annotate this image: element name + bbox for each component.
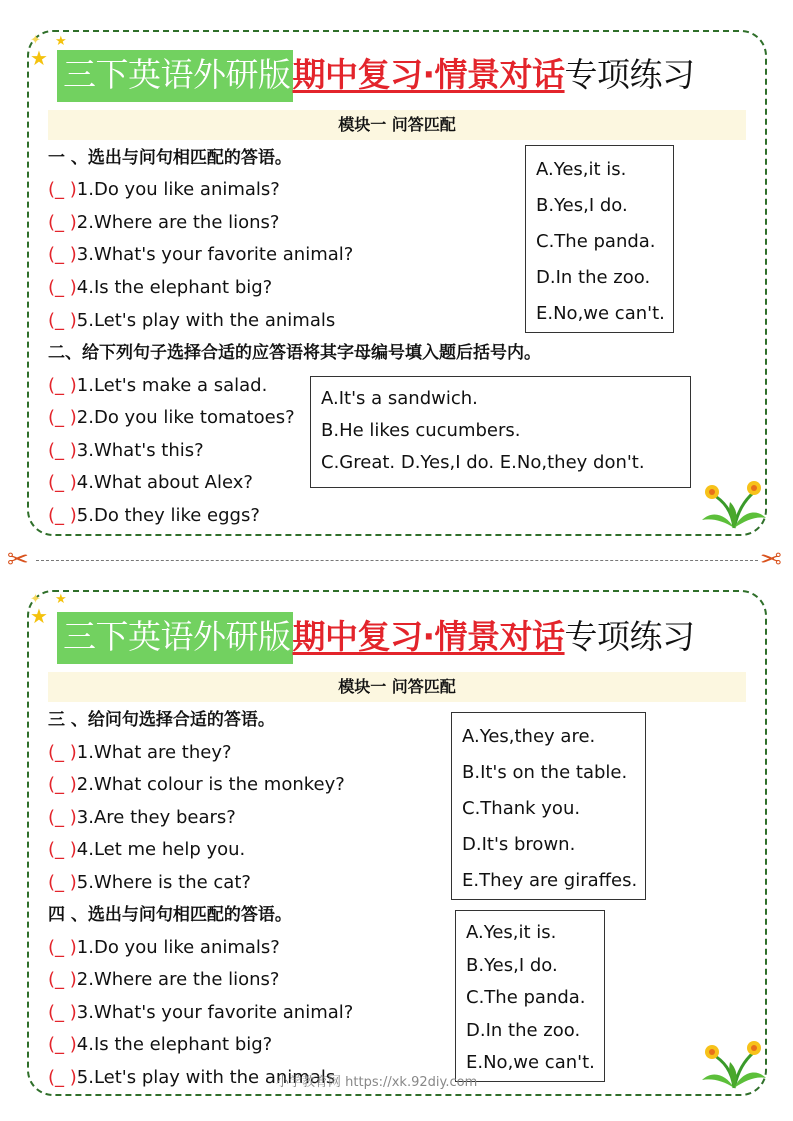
question-text: 3.Are they bears?: [76, 807, 236, 828]
question-line: [48, 773, 345, 797]
section-heading-4: 四 、选出与问句相匹配的答语。: [48, 905, 292, 925]
star-icon: ★: [30, 604, 48, 628]
module-banner: 模块一 问答匹配: [48, 672, 746, 702]
question-line: [48, 374, 267, 398]
question-line: [48, 806, 236, 830]
question-line: [48, 178, 280, 202]
question-line: [48, 439, 204, 463]
answer-blank[interactable]: (_ ): [48, 212, 77, 233]
answer-blank[interactable]: (_ ): [48, 407, 77, 428]
answer-option: E.No,we can't.: [466, 1052, 595, 1073]
answer-options-box: [525, 145, 674, 333]
question-text: 3.What's this?: [76, 440, 204, 461]
watermark: 小学教育网 https://xk.92diy.com: [276, 1075, 478, 1090]
question-line: [48, 1033, 272, 1057]
answer-blank[interactable]: (_ ): [48, 440, 77, 461]
answer-blank[interactable]: (_ ): [48, 244, 77, 265]
scissors-icon: ✂: [7, 545, 29, 575]
question-text: 5.Let's play with the animals: [76, 310, 336, 331]
question-text: 2.What colour is the monkey?: [76, 774, 345, 795]
title-part-green: 三下英语外研版: [57, 50, 293, 102]
answer-option: A.Yes,it is.: [466, 922, 557, 943]
section-heading-1: 一 、选出与问句相匹配的答语。: [48, 148, 292, 168]
question-line: [48, 968, 279, 992]
question-line: [48, 838, 245, 862]
answer-option: B.Yes,I do.: [466, 954, 558, 976]
question-text: 2.Where are the lions?: [76, 969, 280, 990]
answer-blank[interactable]: (_ ): [48, 774, 77, 795]
cut-line: [36, 560, 758, 561]
answer-blank[interactable]: (_ ): [48, 937, 77, 958]
answer-blank[interactable]: (_ ): [48, 1002, 77, 1023]
module-banner: 模块一 问答匹配: [48, 110, 746, 140]
section-heading-2: 二、给下列句子选择合适的应答语将其字母编号填入题后括号内。: [48, 343, 541, 363]
question-text: 4.Is the elephant big?: [76, 1034, 273, 1055]
question-line: [48, 406, 295, 430]
answer-option: B.He likes cucumbers.: [321, 420, 521, 441]
question-text: 4.Let me help you.: [76, 839, 246, 860]
answer-option: C.Great. D.Yes,I do. E.No,they don't.: [321, 452, 645, 473]
question-line: [48, 243, 353, 267]
title-part-black: 专项练习: [564, 55, 695, 94]
question-line: [48, 1001, 353, 1025]
answer-blank[interactable]: (_ ): [48, 375, 77, 396]
question-text: 1.Do you like animals?: [76, 179, 280, 200]
answer-option: B.It's on the table.: [462, 762, 628, 783]
scissors-icon: ✂: [760, 545, 782, 575]
question-line: [48, 276, 272, 300]
answer-option: A.Yes,it is.: [536, 159, 627, 180]
question-text: 5.Let's play with the animals: [76, 1067, 336, 1088]
answer-blank[interactable]: (_ ): [48, 310, 77, 331]
answer-blank[interactable]: (_ ): [48, 179, 77, 200]
page-title: [57, 612, 695, 662]
title-part-red: 期中复习·情景对话: [292, 55, 565, 94]
answer-option: A.Yes,they are.: [462, 726, 596, 747]
title-part-green: 三下英语外研版: [57, 612, 293, 664]
flower-icon: [694, 466, 772, 530]
answer-option: E.No,we can't.: [536, 303, 665, 324]
star-icon: ★: [55, 34, 67, 49]
title-part-red: 期中复习·情景对话: [292, 617, 565, 656]
answer-option: C.Thank you.: [462, 798, 581, 819]
star-icon: ✦: [30, 592, 41, 607]
page-title: [57, 50, 695, 100]
answer-option: C.The panda.: [466, 987, 586, 1008]
answer-options-box: [451, 712, 646, 900]
answer-blank[interactable]: (_ ): [48, 807, 77, 828]
answer-option: D.In the zoo.: [466, 1019, 581, 1041]
answer-option: D.In the zoo.: [536, 267, 651, 288]
title-part-black: 专项练习: [564, 617, 695, 656]
question-text: 3.What's your favorite animal?: [76, 1002, 354, 1023]
question-text: 1.Do you like animals?: [76, 937, 280, 958]
answer-blank[interactable]: (_ ): [48, 1067, 77, 1088]
question-text: 4.Is the elephant big?: [76, 277, 273, 298]
answer-blank[interactable]: (_ ): [48, 742, 77, 763]
question-line: [48, 471, 253, 495]
section-heading-3: 三 、给问句选择合适的答语。: [48, 710, 275, 730]
answer-blank[interactable]: (_ ): [48, 472, 77, 493]
answer-blank[interactable]: (_ ): [48, 505, 77, 526]
question-line: [48, 871, 251, 895]
question-text: 2.Do you like tomatoes?: [76, 407, 295, 428]
answer-options-box: [455, 910, 605, 1082]
question-text: 1.Let's make a salad.: [76, 375, 268, 396]
answer-blank[interactable]: (_ ): [48, 277, 77, 298]
answer-option: A.It's a sandwich.: [321, 388, 478, 409]
answer-blank[interactable]: (_ ): [48, 872, 77, 893]
question-line: [48, 741, 232, 765]
question-text: 1.What are they?: [76, 742, 232, 763]
flower-icon: [694, 1026, 772, 1090]
answer-option: D.It's brown.: [462, 834, 576, 855]
star-icon: ★: [55, 592, 67, 607]
question-text: 4.What about Alex?: [76, 472, 253, 493]
question-text: 2.Where are the lions?: [76, 212, 280, 233]
star-icon: ★: [30, 46, 48, 70]
question-text: 5.Where is the cat?: [76, 872, 251, 893]
answer-options-box: [310, 376, 691, 488]
answer-option: B.Yes,I do.: [536, 195, 628, 216]
answer-option: C.The panda.: [536, 231, 656, 252]
answer-option: E.They are giraffes.: [462, 870, 638, 891]
answer-blank[interactable]: (_ ): [48, 969, 77, 990]
star-icon: ✦: [30, 33, 41, 48]
answer-blank[interactable]: (_ ): [48, 1034, 77, 1055]
answer-blank[interactable]: (_ ): [48, 839, 77, 860]
question-line: [48, 936, 280, 960]
question-line: [48, 211, 279, 235]
question-line: [48, 504, 260, 528]
question-text: 3.What's your favorite animal?: [76, 244, 354, 265]
question-line: [48, 309, 335, 333]
question-text: 5.Do they like eggs?: [76, 505, 260, 526]
